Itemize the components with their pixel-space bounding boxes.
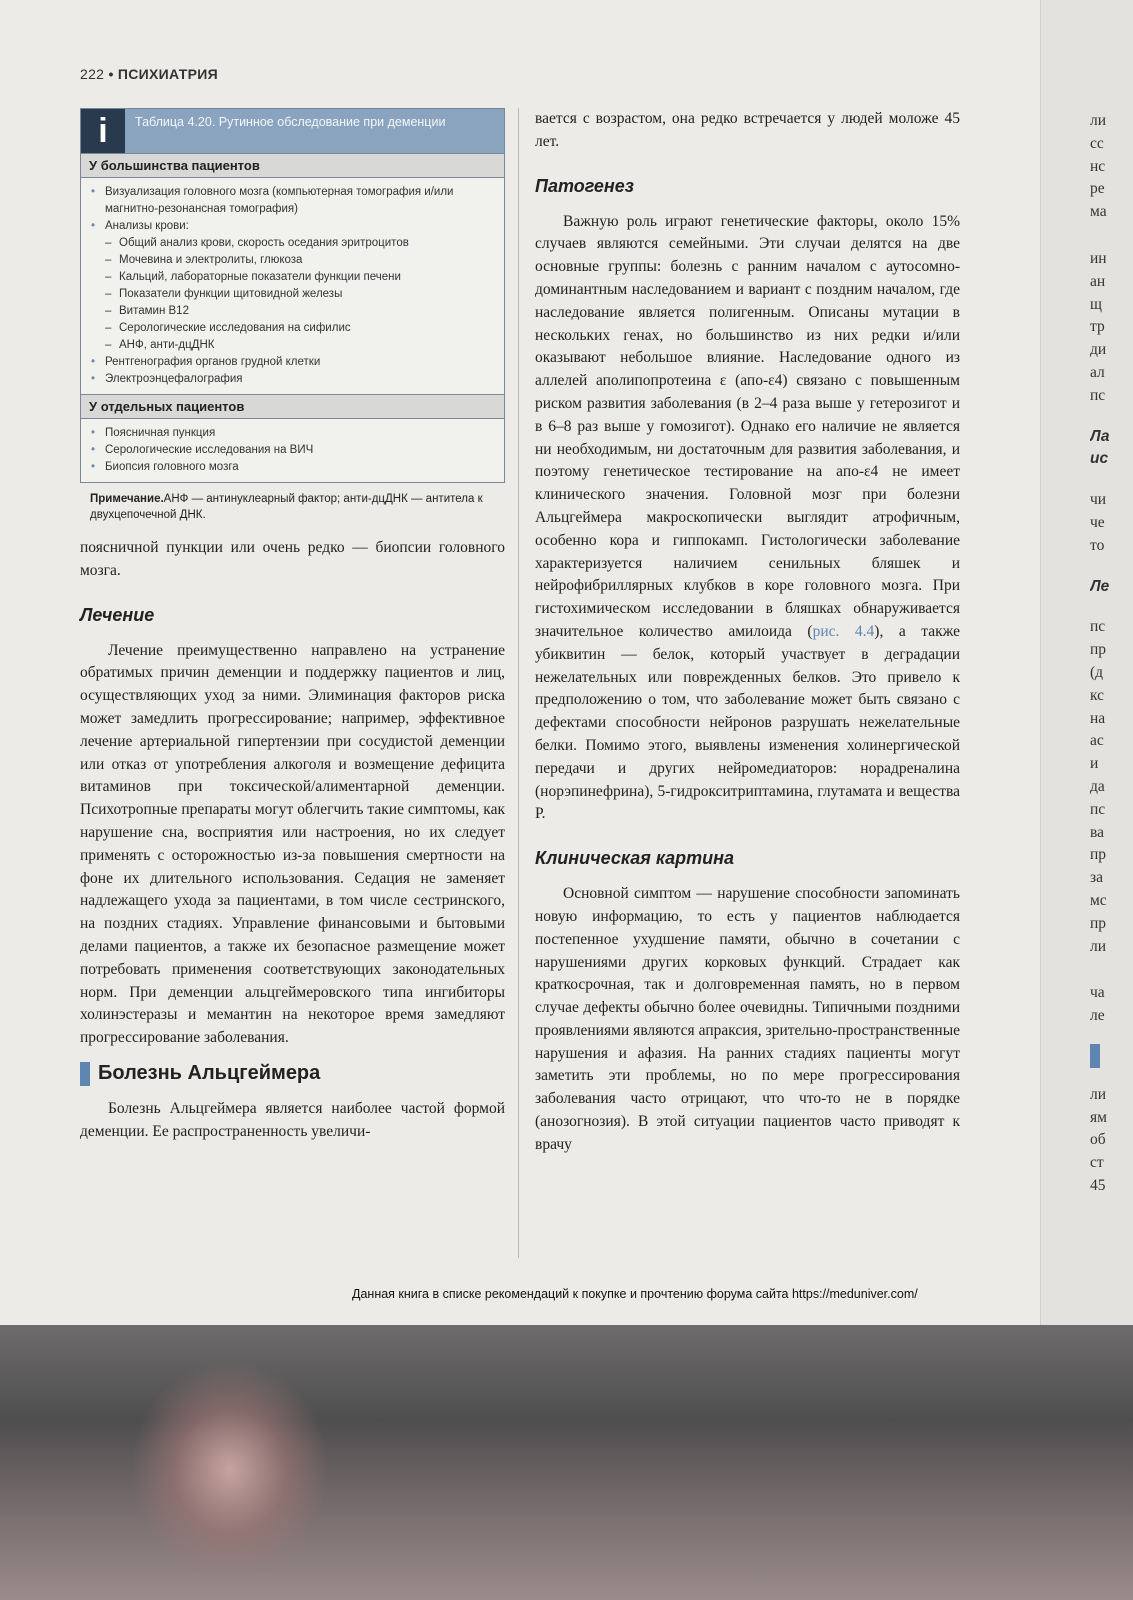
edge-text-fragment: ст — [1090, 1154, 1104, 1172]
edge-text-fragment: ди — [1090, 341, 1107, 359]
section-title: ПСИХИАТРИЯ — [117, 66, 218, 82]
table-section-most: У большинства пациентов — [81, 153, 504, 178]
table-list-item: – Кальций, лабораторные показатели функции печени — [91, 269, 496, 286]
note-label: Примечание. — [90, 493, 164, 505]
table-list-item: • Визуализация головного мозга (компьютерная томография и/или магнитно-резонансная томография) — [91, 184, 496, 218]
path-text-b: ), а также убиквитин — белок, который участвует в деградации нежелательных или поврежденных белков. Это привело к предположению о том, что заболевание может быть связано с дефектами способности нейронов разрушать нежелательные белки. Помимо этого, выявлены изменения холинергической передачи и других нейромедиаторов: норадреналина (норэпинефрина), 5-гидрокситриптамина, глутамата и вещества Р. — [535, 622, 960, 823]
edge-text-fragment: пр — [1090, 641, 1107, 659]
heading-alzheimer-text: Болезнь Альцгеймера — [98, 1062, 321, 1085]
table-list-item: – АНФ, анти-дцДНК — [91, 337, 496, 354]
heading-bar — [80, 1062, 90, 1086]
heading-pathogenesis: Патогенез — [535, 175, 634, 196]
table-list-item: – Серологические исследования на сифилис — [91, 320, 496, 337]
table-section-some: У отдельных пациентов — [81, 394, 504, 419]
edge-text-fragment: ал — [1090, 363, 1105, 381]
table-list-item: • Биопсия головного мозга — [91, 459, 496, 476]
running-head — [80, 66, 218, 82]
figure-ref-link[interactable]: рис. 4.4 — [812, 622, 875, 640]
edge-text-fragment: (д — [1090, 663, 1104, 681]
table-list-item: • Электроэнцефалография — [91, 371, 496, 388]
paragraph-alzheimer: Болезнь Альцгеймера является наиболее частой формой деменции. Ее распространенность увеличи- — [80, 1099, 505, 1140]
edge-text-fragment: ча — [1090, 984, 1105, 1002]
edge-text-fragment: и — [1090, 755, 1099, 773]
edge-text-fragment: пр — [1090, 914, 1107, 932]
table-list-item: – Мочевина и электролиты, глюкоза — [91, 252, 496, 269]
table-list-item: – Показатели функции щитовидной железы — [91, 286, 496, 303]
paragraph-continued: поясничной пункции или очень редко — биопсии головного мозга. — [80, 539, 505, 579]
edge-text-fragment: ин — [1090, 249, 1107, 267]
edge-text-fragment: мс — [1090, 891, 1107, 909]
edge-text-fragment: ва — [1090, 823, 1104, 841]
edge-text-fragment: Ле — [1090, 577, 1110, 595]
table-list-most — [81, 178, 504, 394]
table-title: Таблица 4.20. Рутинное обследование при деменции — [125, 109, 504, 153]
edge-text-fragment: пс — [1090, 618, 1106, 636]
table-list-item: – Витамин B12 — [91, 303, 496, 320]
edge-text-fragment: пс — [1090, 386, 1106, 404]
edge-text-fragment: нс — [1090, 157, 1106, 175]
table-header — [81, 109, 504, 153]
edge-text-fragment: сс — [1090, 134, 1104, 152]
edge-text-fragment: 45 — [1090, 1177, 1106, 1195]
edge-text-fragment: Ла — [1090, 427, 1110, 445]
edge-text-fragment: ле — [1090, 1007, 1105, 1025]
edge-text-fragment: то — [1090, 536, 1105, 554]
finger-blur — [130, 1360, 330, 1580]
right-page-fragment — [1090, 108, 1133, 1198]
edge-text-fragment: ан — [1090, 272, 1106, 290]
column-divider — [518, 108, 519, 1258]
table-list-item: • Рентгенография органов грудной клетки — [91, 354, 496, 371]
edge-text-fragment: ли — [1090, 112, 1107, 129]
edge-text-fragment: ма — [1090, 203, 1107, 221]
page-number: 222 — [80, 66, 105, 82]
paragraph-pathogenesis — [535, 211, 960, 827]
edge-text-fragment: ис — [1090, 450, 1109, 468]
table-list-item: • Поясничная пункция — [91, 425, 496, 442]
info-table — [80, 108, 505, 483]
heading-treatment: Лечение — [80, 604, 155, 625]
head-bullet: • — [108, 66, 114, 82]
edge-text-fragment: че — [1090, 513, 1105, 531]
table-list-item: – Общий анализ крови, скорость оседания эритроцитов — [91, 235, 496, 252]
heading-clinical: Клиническая картина — [535, 848, 735, 869]
edge-text-fragment: ли — [1090, 937, 1107, 955]
footer-watermark-text: Данная книга в списке рекомендаций к покупке и прочтению форума сайта https://meduniver.com/ — [352, 1287, 918, 1301]
edge-text-fragment: ли — [1090, 1085, 1107, 1103]
edge-text-fragment: кс — [1090, 686, 1105, 704]
path-text-a: Важную роль играют генетические факторы, около 15% случаев являются семейными. Эти случаи делятся на две основные группы: болезнь с ранним началом с аутосомно-доминантным наследованием и вариант с поздним началом, где наследование является полигенным. Описаны мутации в нескольких генах, но большинство из них редки и/или оказывают небольшое влияние. Наследование одного из аллелей аполипопротеина ε (апо-ε4) связано с повышенным риском развития заболевания (в 2–4 раза выше у гетерозигот и в 6–8 раз выше у гомозигот). Однако его наличие не является ни необходимым, ни достаточным для развития заболевания, и поэтому генетическое тестирование на апо-ε4 не имеет клинического значения. Головной мозг при болезни Альцгеймера макроскопически выглядит атрофичным, особенно кора и гиппокамп. Гистологически заболевание характеризуется наличием сенильных бляшек и нейрофибриллярных клубков в коре головного мозга. При гистохимическом исследовании в бляшках обнаруживается значительное количество амилоида ( — [535, 212, 960, 640]
edge-text-fragment: пс — [1090, 800, 1106, 818]
table-note — [90, 491, 505, 523]
info-icon: i — [81, 109, 125, 153]
edge-heading-bar — [1090, 1044, 1100, 1068]
table-list-some — [81, 419, 504, 482]
edge-text-fragment: ас — [1090, 732, 1104, 750]
edge-text-fragment: ям — [1090, 1108, 1107, 1126]
edge-text-fragment: чи — [1090, 491, 1107, 509]
edge-text-fragment: щ — [1090, 295, 1102, 313]
heading-alzheimer — [80, 1062, 505, 1086]
middle-column — [535, 108, 960, 1157]
table-list-item: • Анализы крови: — [91, 218, 496, 235]
note-text: АНФ — антинуклеарный фактор; анти-дцДНК — антитела к двухцепочечной ДНК. — [90, 493, 483, 521]
edge-text-fragment: ре — [1090, 180, 1105, 198]
left-column — [80, 108, 505, 1144]
edge-text-fragment: на — [1090, 709, 1106, 727]
edge-text-fragment: за — [1090, 869, 1104, 887]
edge-text-fragment: да — [1090, 777, 1105, 795]
table-list-item: • Серологические исследования на ВИЧ — [91, 442, 496, 459]
edge-text-fragment: об — [1090, 1131, 1106, 1149]
paragraph-clinical: Основной симптом — нарушение способности запоминать новую информацию, то есть у пациентов наблюдается постепенное ухудшение памяти, обычно в сочетании с нарушениями других корковых функций. Страдает как краткосрочная, так и долговременная память, но в первом случае дефекты обычно более очевидны. Типичными поздними проявлениями являются апраксия, зрительно-пространственные нарушения и афазия. На ранних стадиях пациенты могут заметить эти проблемы, но по мере прогрессирования заболевания часто отрицают, что что-то не в порядке (анозогнозия). В этой ситуации пациентов часто приводят к врачу — [535, 885, 960, 1153]
edge-text-fragment: тр — [1090, 318, 1105, 336]
edge-text-fragment: пр — [1090, 846, 1107, 864]
paragraph-treatment: Лечение преимущественно направлено на устранение обратимых причин деменции и поддержку пациентов и лиц, осуществляющих уход за ними. Элиминация факторов риска может замедлить прогрессирование; например, эффективное лечение артериальной гипертензии при сосудистой деменции или отказ от употребления алкоголя и возмещение дефицита витаминов при токсической/алиментарной деменции. Психотропные препараты могут облегчить такие симптомы, как нарушение сна, восприятия или настроения, но их следует применять с осторожностью из-за повышения смертности на фоне их длительного использования. Седация не заменяет надлежащего ухода за пациентами, в том числе сестринского, на поздних стадиях. Управление финансовыми и бытовыми делами пациентов, а также их безопасное размещение может потребовать применения соответствующих законодательных норм. При деменции альцгеймеровского типа ингибиторы холинэстеразы и мемантин на некоторое время замедляют прогрессирование заболевания. — [80, 641, 505, 1047]
paragraph-continued-mid: вается с возрастом, она редко встречается у людей моложе 45 лет. — [535, 110, 960, 150]
